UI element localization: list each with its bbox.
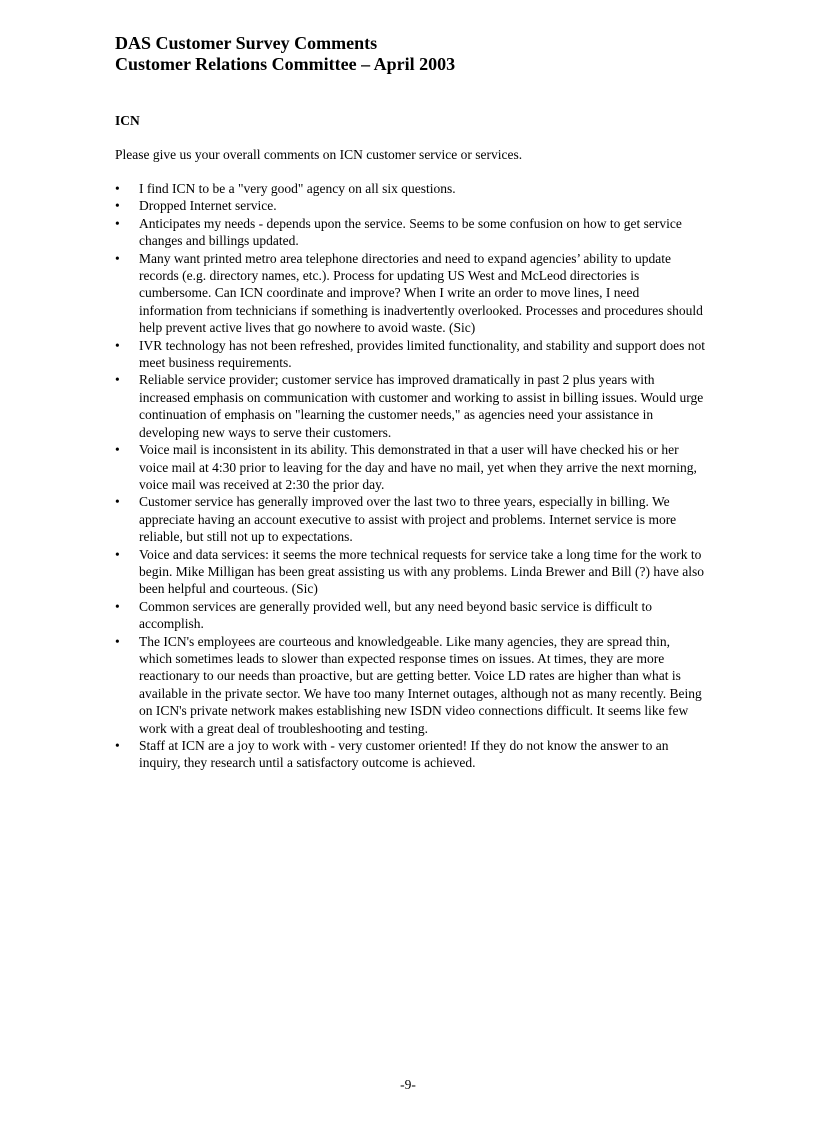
comment-text: Voice and data services: it seems the more technical requests for service take a long time for the work to begin. Mike Milligan has been great assisting us with any problems. Linda Brewer and Bill (?) have also been helpful and courteous. (Sic) <box>139 546 704 597</box>
bullet-icon: • <box>115 372 120 388</box>
comment-text: Reliable service provider; customer service has improved dramatically in past 2 plus years with increased emphasis on communication with customer and working to assist in billing issues. Would urge continuation of emphasis on "learning the customer needs," as agencies need your assistance in developing new ways to serve their customers. <box>139 372 704 440</box>
list-item <box>115 737 705 772</box>
document-subtitle: Customer Relations Committee – April 2003 <box>115 54 456 74</box>
bullet-icon: • <box>115 598 120 614</box>
page-number: -9- <box>400 1077 416 1092</box>
document-header <box>115 33 715 75</box>
comment-text: The ICN's employees are courteous and knowledgeable. Like many agencies, they are spread thin, which sometimes leads to slower than expected response times on issues. At times, they are more reactionary to our needs than proactive, but are getting better. Voice LD rates are higher than what is available in the private sector. We have too many Internet outages, although not as many recently. Being on ICN's private network makes establishing new ISDN video connections difficult. It seems like few work with a great deal of troubleshooting and testing. <box>139 633 702 736</box>
comment-text: Dropped Internet service. <box>139 198 277 214</box>
bullet-icon: • <box>115 250 120 266</box>
list-item <box>115 197 705 214</box>
list-item <box>115 441 705 493</box>
list-item <box>115 180 705 197</box>
comment-text: Customer service has generally improved over the last two to three years, especially in billing. We appreciate having an account executive to assist with project and problems. Internet service is more reliable, but still not up to expectations. <box>139 494 677 545</box>
bullet-icon: • <box>115 738 120 753</box>
comment-text: Many want printed metro area telephone directories and need to expand agencies’ ability to update records (e.g. directory names, etc.). Process for updating US West and McLeod directories is cumbersome. Can ICN coordinate and improve? When I write an order to move lines, I need information from technicians if something is inadvertently overlooked. Processes and procedures should help prevent active lives that go nowhere to avoid waste. (Sic) <box>139 250 703 336</box>
list-item <box>115 633 705 737</box>
list-item <box>115 371 705 441</box>
survey-question: Please give us your overall comments on ICN customer service or services. <box>115 147 523 162</box>
bullet-icon: • <box>115 198 120 214</box>
bullet-icon: • <box>115 337 120 353</box>
list-item <box>115 215 705 250</box>
list-item <box>115 250 705 337</box>
list-item <box>115 546 705 598</box>
comment-text: Staff at ICN are a joy to work with - very customer oriented! If they do not know the answer to an inquiry, they research until a satisfactory outcome is achieved. <box>139 738 669 771</box>
bullet-icon: • <box>115 442 120 458</box>
bullet-icon: • <box>115 633 120 649</box>
comment-text: I find ICN to be a "very good" agency on all six questions. <box>139 181 456 196</box>
comment-text: Common services are generally provided well, but any need beyond basic service is difficult to accomplish. <box>139 598 652 632</box>
bullet-icon: • <box>115 181 120 196</box>
bullet-icon: • <box>115 546 120 562</box>
document-title: DAS Customer Survey Comments <box>115 33 378 53</box>
comment-text: IVR technology has not been refreshed, provides limited functionality, and stability and support does not meet business requirements. <box>139 337 706 371</box>
bullet-icon: • <box>115 215 120 231</box>
comment-text: Voice mail is inconsistent in its ability. This demonstrated in that a user will have checked his or her voice mail at 4:30 prior to leaving for the day and have no mail, yet when they arrive the next morning, voice mail was received at 2:30 the prior day. <box>139 442 697 492</box>
bullet-icon: • <box>115 494 120 510</box>
comment-list <box>115 180 705 772</box>
list-item <box>115 337 705 372</box>
list-item <box>115 598 705 633</box>
list-item <box>115 493 705 545</box>
section-heading: ICN <box>115 113 140 128</box>
comment-text: Anticipates my needs - depends upon the service. Seems to be some confusion on how to get service changes and billings updated. <box>139 215 682 249</box>
